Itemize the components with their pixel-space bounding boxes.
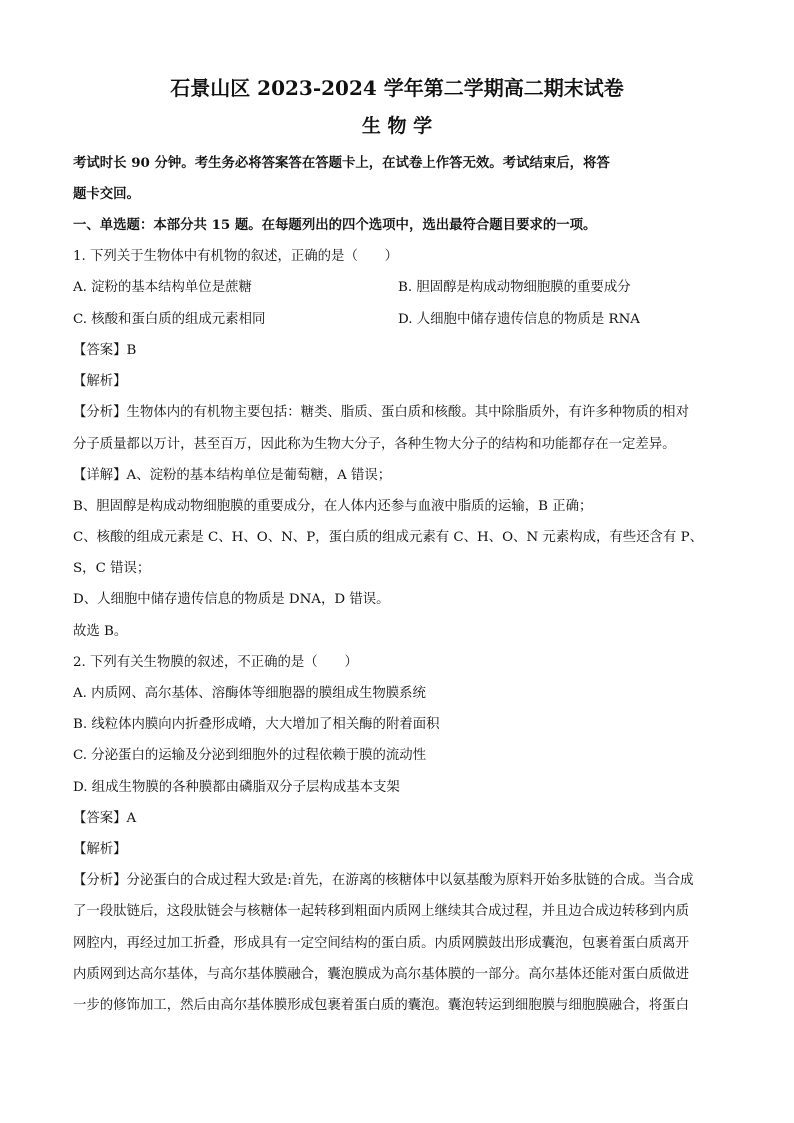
q1-detail-line-1: 【详解】A、淀粉的基本结构单位是葡萄糖，A 错误； — [73, 468, 392, 483]
q2-option-d: D. 组成生物膜的各种膜都由磷脂双分子层构成基本支架 — [73, 780, 400, 795]
q1-stem: 1. 下列关于生物体中有机物的叙述，正确的是（ ） — [73, 249, 399, 264]
q1-option-c: C. 核酸和蛋白质的组成元素相同 — [73, 312, 266, 327]
q1-analysis-label: 【解析】 — [73, 374, 127, 389]
section-heading: 一、单选题：本部分共 15 题。在每题列出的四个选项中，选出最符合题目要求的一项。 — [73, 217, 597, 233]
q1-answer: 【答案】B — [73, 343, 137, 358]
q2-stem: 2. 下列有关生物膜的叙述，不正确的是（ ） — [73, 655, 358, 670]
q2-analysis-line-2: 了一段肽链后，这段肽链会与核糖体一起转移到粗面内质网上继续其合成过程，并且边合成边转移到内质 — [73, 904, 689, 919]
q2-option-a: A. 内质网、高尔基体、溶酶体等细胞器的膜组成生物膜系统 — [73, 686, 426, 701]
q1-detail-line-3: C、核酸的组成元素是 C、H、O、N、P，蛋白质的组成元素有 C、H、O、N 元素构成，有些还含有 P、 — [73, 530, 703, 545]
q1-option-d: D. 人细胞中储存遗传信息的物质是 RNA — [398, 312, 640, 327]
q2-option-b: B. 线粒体内膜向内折叠形成嵴，大大增加了相关酶的附着面积 — [73, 717, 440, 732]
subject-title: 生 物 学 — [361, 115, 433, 137]
q2-analysis-line-4: 内质网到达高尔基体，与高尔基体膜融合，囊泡膜成为高尔基体膜的一部分。高尔基体还能对蛋白质做进 — [73, 967, 689, 982]
q1-conclusion: 故选 B。 — [73, 624, 128, 639]
q1-detail-line-5: D、人细胞中储存遗传信息的物质是 DNA，D 错误。 — [73, 592, 390, 607]
instructions-line-1: 考试时长 90 分钟。考生务必将答案答在答题卡上，在试卷上作答无效。考试结束后，将答 — [73, 155, 610, 171]
q2-analysis-label: 【解析】 — [73, 842, 127, 857]
q1-detail-line-2: B、胆固醇是构成动物细胞膜的重要成分，在人体内还参与血液中脂质的运输，B 正确； — [73, 499, 593, 514]
q1-option-b: B. 胆固醇是构成动物细胞膜的重要成分 — [398, 280, 631, 295]
q2-option-c: C. 分泌蛋白的运输及分泌到细胞外的过程依赖于膜的流动性 — [73, 748, 427, 763]
q1-option-a: A. 淀粉的基本结构单位是蔗糖 — [73, 280, 252, 295]
q2-analysis-line-1: 【分析】分泌蛋白的合成过程大致是:首先，在游离的核糖体中以氨基酸为原料开始多肽链的合成。当合成 — [73, 873, 694, 888]
q1-analysis-line-2: 分子质量都以万计，甚至百万，因此称为生物大分子，各种生物大分子的结构和功能都存在一定差异。 — [73, 437, 676, 452]
exam-title: 石景山区 2023-2024 学年第二学期高二期末试卷 — [170, 76, 624, 100]
instructions-line-2: 题卡交回。 — [73, 186, 140, 202]
q2-analysis-line-3: 网腔内，再经过加工折叠，形成具有一定空间结构的蛋白质。内质网膜鼓出形成囊泡，包裹着蛋白质离开 — [73, 936, 689, 951]
q1-analysis-line-1: 【分析】生物体内的有机物主要包括：糖类、脂质、蛋白质和核酸。其中除脂质外，有许多种物质的相对 — [73, 405, 689, 420]
q2-analysis-line-5: 一步的修饰加工，然后由高尔基体膜形成包裹着蛋白质的囊泡。囊泡转运到细胞膜与细胞膜融合，将蛋白 — [73, 998, 689, 1013]
q2-answer: 【答案】A — [73, 811, 137, 826]
q1-detail-line-4: S，C 错误； — [73, 561, 151, 576]
